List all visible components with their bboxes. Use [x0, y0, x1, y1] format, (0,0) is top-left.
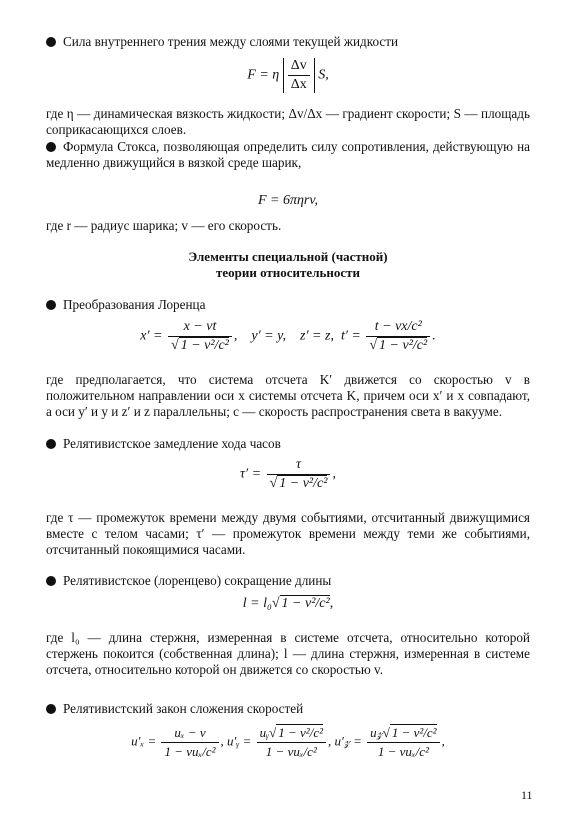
formula-y: y′ = y, — [251, 328, 287, 344]
absolute-value — [283, 58, 315, 93]
paragraph-viscosity-def — [46, 106, 530, 138]
fraction-numerator: x − vt — [168, 319, 232, 337]
paragraph-text: где l₀ — длина стержня, измеренная в системе отсчета, относительно которой стержень покоится (собственная длина); l — длина стержня, измеренная в системе отсчета, относительно которой он движется со скоростью v. — [46, 630, 530, 677]
fraction-denominator: 1 − v²/c² — [379, 338, 428, 353]
fraction-numerator: uₓ − v — [161, 725, 218, 743]
paragraph-text: Формула Стокса, позволяющая определить силу сопротивления, действующую на медленно движущийся в вязкой среде шарик, — [46, 139, 530, 170]
formula-stokes — [0, 193, 576, 209]
paragraph-text: Сила внутреннего трения между слоями текущей жидкости — [63, 34, 399, 49]
paragraph-lorentz — [46, 297, 530, 313]
formula-ux-lhs: u′ₓ = — [131, 733, 157, 749]
fraction-numerator: u𝓏 — [370, 725, 383, 740]
formula-end: , — [332, 466, 336, 482]
formula-lhs: F = η — [247, 67, 280, 83]
bullet-icon — [46, 576, 56, 586]
fraction-denominator: 1 − vuₓ/c² — [265, 744, 317, 759]
paragraph-friction — [46, 34, 530, 50]
paragraph-tau-def — [46, 510, 530, 558]
bullet-icon — [46, 439, 56, 449]
fraction-denominator: Δx — [290, 77, 307, 92]
bullet-icon — [46, 704, 56, 714]
fraction-denominator: 1 − v²/c² — [180, 338, 229, 353]
paragraph-text: где η — динамическая вязкость жидкости; Δv/Δx — градиент скорости; S — площадь соприкасающихся слоев. — [46, 106, 530, 137]
paragraph-text: Релятивистское замедление хода часов — [63, 436, 281, 451]
formula-t-lhs: t′ = — [340, 328, 361, 344]
paragraph-text: где предполагается, что система отсчета K′ движется со скоростью v в положительном направлении оси x системы отсчета K, причем оси x′ и x совпадают, а оси y′ и y и z′ и z параллельны; c — скорость распространения света в вакууме. — [46, 372, 530, 419]
paragraph-text: где r — радиус шарика; v — его скорость. — [46, 218, 282, 233]
formula-uy-lhs: u′ᵧ = — [227, 733, 252, 749]
formula-lhs: τ′ = — [240, 466, 262, 482]
paragraph-length-contraction — [46, 573, 530, 589]
fraction-numerator: τ — [267, 457, 331, 475]
paragraph-velocity-addition — [46, 701, 530, 717]
formula-text: F = 6πηrv, — [257, 193, 319, 208]
formula-time-dilation: τ′ = $\frac{\tau}{\text{√ 1 − v²/c²}}$ , — [240, 457, 336, 491]
formula-rhs: S, — [318, 67, 329, 83]
formula-length-contraction: l = l₀√ 1 − v²/c², — [242, 596, 334, 611]
fraction-denominator: 1 − v²/c² — [279, 476, 328, 491]
formula-x-lhs: x′ = — [140, 328, 163, 344]
bullet-icon — [46, 300, 56, 310]
fraction-denominator: 1 − vuₓ/c² — [164, 744, 216, 759]
fraction-numerator: uᵧ — [259, 725, 270, 740]
page-number: 11 — [521, 788, 533, 802]
formula-radicand: 1 − v²/c² — [281, 596, 330, 611]
section-heading-line1: Элементы специальной (частной) — [188, 249, 388, 264]
paragraph-stokes — [46, 139, 530, 171]
fraction-denominator: 1 − vuₓ/c² — [377, 744, 429, 759]
paragraph-text: Релятивистское (лоренцево) сокращение длины — [63, 573, 332, 588]
formula-velocity-addition: u′ₓ = $\frac{\text{uₓ − v}}{\text{1 − vuₓ/c²}}$ , u′ᵧ = $\frac{\text{uᵧ√ 1 − v²/c²}}{\text{1 − vuₓ/c²}}$ , u′𝓏 = $\frac{\text{u𝓏√ 1 − v²/c²}}{\text{1 − vuₓ/c²}}$ , — [131, 725, 445, 759]
formula-end: , — [329, 596, 334, 611]
paragraph-time-dilation — [46, 436, 530, 452]
formula-end: . — [432, 328, 436, 344]
bullet-icon — [46, 37, 56, 47]
formula-friction — [0, 58, 576, 93]
paragraph-radius-def — [46, 218, 530, 234]
formula-z: z′ = z, — [300, 328, 334, 344]
paragraph-text: где τ — промежуток времени между двумя событиями, отсчитанный движущимися вместе с телом часами; τ′ — промежуток времени между теми же событиями, отсчитанный покоящимися часами. — [46, 510, 530, 557]
paragraph-text: Релятивистский закон сложения скоростей — [63, 701, 304, 716]
numerator-radicand: 1 − v²/c² — [278, 725, 323, 740]
formula-lhs: l = l₀ — [242, 596, 272, 611]
paragraph-text: Преобразования Лоренца — [63, 297, 206, 312]
fraction-numerator: t − vx/c² — [366, 319, 430, 337]
formula-lorentz: x′ = $\frac{x - vt}{\text{√ 1 − v²/c²}}$ , y′ = y, z′ = z, t′ = $\frac{\text{t − vx/c²}}{\text{√ 1 − v²/c²}}$ . — [140, 319, 436, 353]
fraction-numerator: Δv — [288, 58, 310, 76]
formula-uz-lhs: u′𝓏 = — [334, 733, 362, 749]
section-heading-line2: теории относительности — [215, 265, 361, 280]
bullet-icon — [46, 142, 56, 152]
paragraph-length-def — [46, 630, 530, 678]
formula-end: , — [441, 733, 445, 749]
paragraph-frame-def — [46, 372, 530, 420]
numerator-radicand: 1 − v²/c² — [391, 725, 437, 740]
